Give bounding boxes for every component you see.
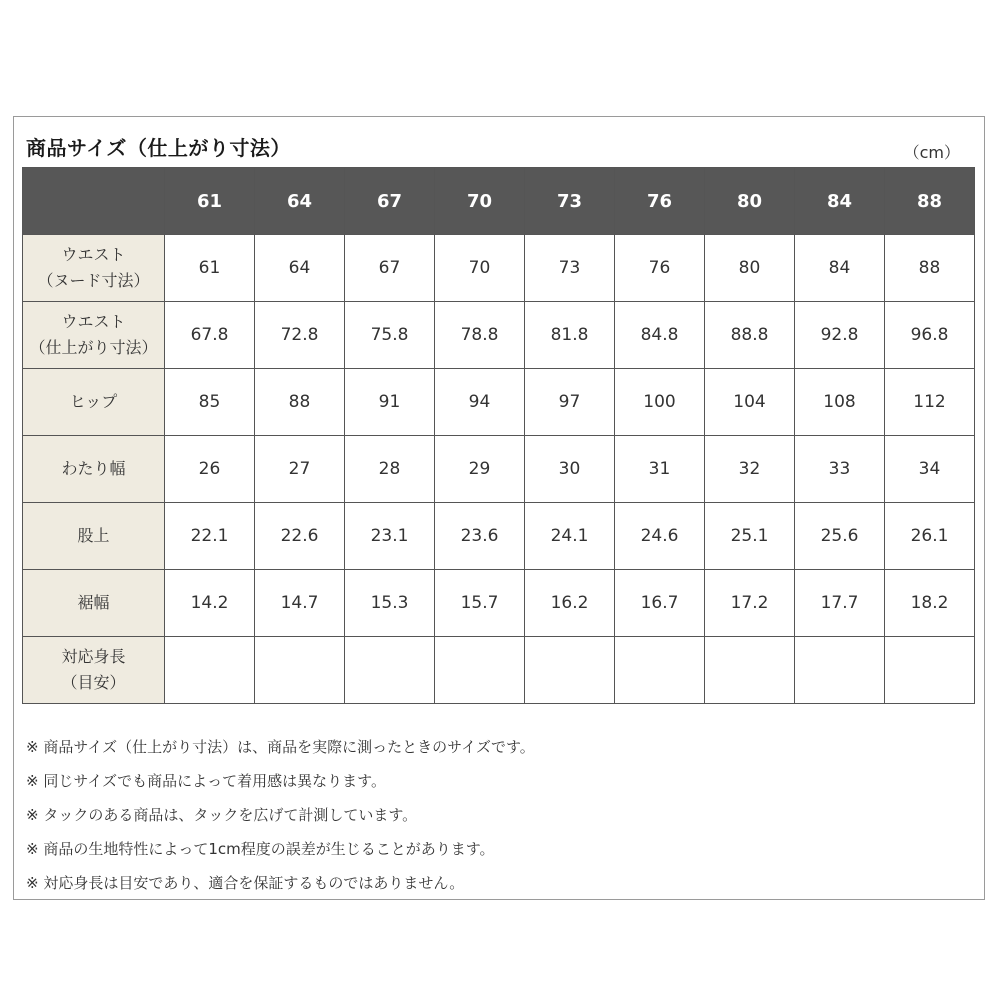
row-label-line1: ヒップ	[69, 392, 118, 411]
table-cell: 72.8	[255, 302, 345, 369]
table-cell: 78.8	[435, 302, 525, 369]
table-cell: 24.6	[615, 503, 705, 570]
size-table	[22, 167, 975, 704]
row-label	[23, 503, 165, 570]
table-cell: 67.8	[165, 302, 255, 369]
unit-label: （cm）	[903, 143, 960, 162]
note-item: ※ 商品サイズ（仕上がり寸法）は、商品を実際に測ったときのサイズです。	[26, 738, 535, 756]
page-title: 商品サイズ（仕上がり寸法）	[26, 136, 291, 160]
notes-list	[26, 736, 535, 906]
header-corner	[23, 168, 165, 235]
table-cell: 112	[885, 369, 975, 436]
header-size: 88	[885, 168, 975, 235]
table-row	[23, 436, 975, 503]
table-cell: 80	[705, 235, 795, 302]
table-row	[23, 503, 975, 570]
row-label-line2: （目安）	[61, 673, 126, 692]
header-size: 84	[795, 168, 885, 235]
table-cell: 97	[525, 369, 615, 436]
note-item: ※ 同じサイズでも商品によって着用感は異なります。	[26, 772, 386, 790]
row-label	[23, 235, 165, 302]
table-cell: 67	[345, 235, 435, 302]
table-cell: 100	[615, 369, 705, 436]
table-cell: 88	[885, 235, 975, 302]
table-cell: 24.1	[525, 503, 615, 570]
table-cell: 91	[345, 369, 435, 436]
table-cell: 26.1	[885, 503, 975, 570]
row-label	[23, 570, 165, 637]
table-row	[23, 369, 975, 436]
table-cell: 18.2	[885, 570, 975, 637]
table-cell: 85	[165, 369, 255, 436]
table-cell	[345, 637, 435, 704]
table-cell: 23.1	[345, 503, 435, 570]
header-size: 73	[525, 168, 615, 235]
table-cell: 15.7	[435, 570, 525, 637]
table-cell: 26	[165, 436, 255, 503]
table-cell: 31	[615, 436, 705, 503]
table-cell: 17.7	[795, 570, 885, 637]
row-label	[23, 302, 165, 369]
row-label	[23, 637, 165, 704]
table-cell: 14.2	[165, 570, 255, 637]
row-label-line2: （仕上がり寸法）	[29, 338, 158, 357]
table-cell: 34	[885, 436, 975, 503]
table-cell: 75.8	[345, 302, 435, 369]
table-cell: 33	[795, 436, 885, 503]
table-row	[23, 235, 975, 302]
table-cell: 22.1	[165, 503, 255, 570]
row-label-line1: ウエスト	[61, 245, 126, 264]
row-label-line1: 股上	[77, 526, 110, 545]
table-cell: 29	[435, 436, 525, 503]
table-cell: 94	[435, 369, 525, 436]
note-item: ※ タックのある商品は、タックを広げて計測しています。	[26, 806, 418, 824]
header-size: 64	[255, 168, 345, 235]
table-cell: 28	[345, 436, 435, 503]
table-cell: 16.2	[525, 570, 615, 637]
table-cell: 84.8	[615, 302, 705, 369]
header-row	[23, 168, 975, 235]
table-cell	[795, 637, 885, 704]
table-cell	[165, 637, 255, 704]
table-cell: 61	[165, 235, 255, 302]
table-cell: 108	[795, 369, 885, 436]
table-cell	[885, 637, 975, 704]
header-size: 70	[435, 168, 525, 235]
table-cell: 104	[705, 369, 795, 436]
table-cell	[435, 637, 525, 704]
table-cell	[255, 637, 345, 704]
header-size: 61	[165, 168, 255, 235]
table-cell: 88	[255, 369, 345, 436]
header-size: 80	[705, 168, 795, 235]
table-cell: 30	[525, 436, 615, 503]
row-label-line1: 対応身長	[61, 647, 126, 666]
table-cell: 70	[435, 235, 525, 302]
row-label-line1: ウエスト	[61, 312, 126, 331]
table-cell	[615, 637, 705, 704]
table-cell: 23.6	[435, 503, 525, 570]
table-cell: 81.8	[525, 302, 615, 369]
note-item: ※ 商品の生地特性によって1cm程度の誤差が生じることがあります。	[26, 840, 495, 858]
table-cell: 25.6	[795, 503, 885, 570]
table-cell: 16.7	[615, 570, 705, 637]
table-cell: 14.7	[255, 570, 345, 637]
table-cell: 22.6	[255, 503, 345, 570]
table-cell: 15.3	[345, 570, 435, 637]
table-cell: 27	[255, 436, 345, 503]
table-cell: 17.2	[705, 570, 795, 637]
row-label-line1: 裾幅	[77, 593, 110, 612]
header-size: 76	[615, 168, 705, 235]
table-cell: 92.8	[795, 302, 885, 369]
table-cell: 84	[795, 235, 885, 302]
table-cell: 32	[705, 436, 795, 503]
table-cell: 88.8	[705, 302, 795, 369]
note-item: ※ 対応身長は目安であり、適合を保証するものではありません。	[26, 874, 465, 892]
table-cell: 76	[615, 235, 705, 302]
table-cell: 73	[525, 235, 615, 302]
row-label-line1: わたり幅	[61, 459, 126, 478]
table-cell: 96.8	[885, 302, 975, 369]
row-label	[23, 436, 165, 503]
header-size: 67	[345, 168, 435, 235]
table-row	[23, 302, 975, 369]
table-cell	[705, 637, 795, 704]
table-row	[23, 637, 975, 704]
table-cell: 25.1	[705, 503, 795, 570]
table-row	[23, 570, 975, 637]
row-label-line2: （ヌード寸法）	[37, 271, 150, 290]
row-label	[23, 369, 165, 436]
table-cell: 64	[255, 235, 345, 302]
table-cell	[525, 637, 615, 704]
